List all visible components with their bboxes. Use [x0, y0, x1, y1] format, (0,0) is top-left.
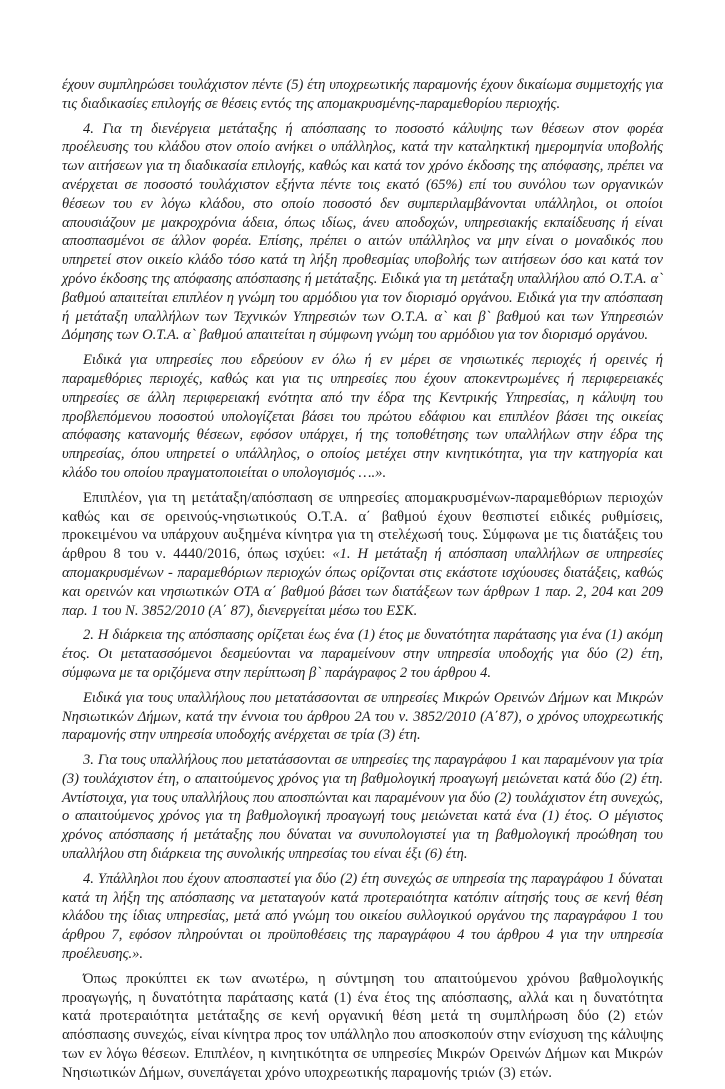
text-segment: «1. Η μετάταξη ή απόσπαση υπαλλήλων σε υπηρεσίες απομακρυσμένων - παραμεθόριων περιοχών όπως ορίζονται στις εκάστοτε ισχύουσες διατάξεις, καθώς και ορεινών και νησιωτικών ΟΤΑ α΄ βαθμού βάσει των διατάξεων των άρθρων 1 παρ. 2, 204 και 209 παρ. 1 του Ν. 3852/2010 (Α΄ 87), διενεργείται μέσω του ΕΣΚ. — [62, 546, 663, 619]
paragraph — [62, 689, 663, 745]
paragraph — [62, 120, 663, 346]
text-segment: έχουν συμπληρώσει τουλάχιστον πέντε (5) έτη υποχρεωτικής παραμονής έχουν δικαίωμα συμμετοχής για τις διαδικασίες επιλογής σε θέσεις εντός της απομακρυσμένης-παραμεθορίου περιοχής. — [62, 77, 663, 112]
paragraph — [62, 351, 663, 483]
paragraph — [62, 970, 663, 1083]
text-segment: Ειδικά για τους υπαλλήλους που μετατάσσονται σε υπηρεσίες Μικρών Ορεινών Δήμων και Μικρών Νησιωτικών Δήμων, κατά την έννοια του άρθρου 2Α του ν. 3852/2010 (Α΄87), ο χρόνος υποχρεωτικής παραμονής στην υπηρεσία υποδοχής ανέρχεται σε τρία (3) έτη. — [62, 689, 663, 744]
text-segment: Επιπλέον, για τη μετάταξη/απόσπαση σε υπηρεσίες απομακρυσμένων-παραμεθόριων περιοχών καθώς και σε ορεινούς-νησιωτικούς Ο.Τ.Α. α΄ βαθμού έχουν θεσπιστεί ειδικές ρυθμίσεις, προκειμένου να υπάρχουν αυξημένα κίνητρα για τη στελέχωσή τους. Σύμφωνα με τις διατάξεις του άρθρου 8 του ν. 4440/2016, όπως ισχύει: — [62, 489, 663, 563]
text-segment: 3. Για τους υπαλλήλους που μετατάσσονται σε υπηρεσίες της παραγράφου 1 και παραμένουν για τρία (3) τουλάχιστον έτη, ο απαιτούμενος χρόνος για τη βαθμολογική προαγωγή μειώνεται κατά δύο (2) έτη. Αντίστοιχα, για τους υπαλλήλους που αποσπώνται και παραμένουν για δύο (2) τουλάχιστον έτη συνεχώς, ο απαιτούμενος χρόνος για τη βαθμολογική προαγωγή τους μειώνεται κατά ένα (1) έτος. Ο μέγιστος χρόνος απόσπασης ή μετάταξης που δύναται να συνυπολογιστεί για τη βαθμολογική προώθηση του υπαλλήλου στη διάρκεια της συνολικής υπηρεσίας του είναι έξι (6) έτη. — [62, 752, 663, 863]
paragraph — [62, 751, 663, 864]
paragraph — [62, 870, 663, 964]
text-segment: 2. Η διάρκεια της απόσπασης ορίζεται έως ένα (1) έτος με δυνατότητα παράτασης για ένα (1) ακόμη έτος. Οι μετατασσόμενοι δεσμεύονται να παραμείνουν στην υπηρεσία υποδοχής για δύο (2) έτη, σύμφωνα με τα οριζόμενα στην περίπτωση β` παράγραφος 2 του άρθρου 4. — [62, 627, 663, 681]
text-segment: Ειδικά για υπηρεσίες που εδρεύουν εν όλω ή εν μέρει σε νησιωτικές περιοχές ή ορεινές ή παραμεθόριες περιοχές, καθώς και για τις υπηρεσίες που έχουν αποκεντρωμένες ή περιφερειακές υπηρεσίες σε άλλη περιφερειακή ενότητα από την έδρα της Κεντρικής Υπηρεσίας, η κάλυψη του προβλεπόμενου ποσοστού υπολογίζεται βάσει του πρώτου εδάφιου και επιπλέον βάσει της οικείας απόφασης κατανομής θέσεων, εφόσον υπάρχει, ή της τοποθέτησης των υπαλλήλων στην έδρα της υπηρεσίας, όπου υπηρετεί ο υπάλληλος, ο οποίος μετέχει στην κινητικότητα, για την κατηγορία και κλάδο του οποίου πραγματοποιείται ο υπολογισμός ….». — [62, 352, 663, 481]
text-segment: Όπως προκύπτει εκ των ανωτέρω, η σύντμηση του απαιτούμενου χρόνου βαθμολογικής προαγωγής, η δυνατότητα παράτασης κατά (1) ένα έτος της απόσπασης, αλλά και η δυνατότητα κατά προτεραιότητα μετάταξης σε κενή οργανική θέση μετά τη συμπλήρωση δύο (2) ετών απόσπασης συνεχώς, είναι κίνητρα προς τον υπάλληλο που αποσκοπούν στην ενίσχυση της κάλυψης των εν λόγω θέσεων. Επιπλέον, η κινητικότητα σε υπηρεσίες Μικρών Ορεινών Δήμων και Μικρών Νησιωτικών Δήμων, συνεπάγεται χρόνο υποχρεωτικής παραμονής τριών (3) ετών. — [62, 970, 663, 1081]
text-segment: 4. Υπάλληλοι που έχουν αποσπαστεί για δύο (2) έτη συνεχώς σε υπηρεσία της παραγράφου 1 δύναται κατά τη λήξη της απόσπασης να μεταταγούν κατά προτεραιότητα κατόπιν αίτησής τους σε κενή θέση κλάδου της ίδιας υπηρεσίας, μετά από γνώμη του οικείου συλλογικού οργάνου της παραγράφου 1 του άρθρου 7, εφόσον πληρούνται οι προϋποθέσεις της παραγράφου 4 του άρθρου 4 για την υπηρεσία προέλευσης.». — [62, 870, 663, 963]
paragraph — [62, 626, 663, 682]
paragraph — [62, 76, 663, 114]
paragraph — [62, 489, 663, 621]
document-body — [62, 76, 663, 1089]
text-segment: 4. Για τη διενέργεια μετάταξης ή απόσπασης το ποσοστό κάλυψης των θέσεων στον φορέα προέλευσης του κλάδου στον οποίο ανήκει ο υπάλληλος, κατά την καταληκτική ημερομηνία υποβολής των αιτήσεων για τη διαδικασία επιλογής, καθώς και κατά τον χρόνο έκδοσης της απόφασης, πρέπει να ανέρχεται σε ποσοστό τουλάχιστον εξήντα πέντε τοις εκατό (65%) επί του συνόλου των οργανικών θέσεων του εν λόγω κλάδου, στο οποίο ποσοστό δεν συμπεριλαμβάνονται υπάλληλοι, οι οποίοι απουσιάζουν με μακροχρόνια άδεια, όπως ιδίως, άνευ αποδοχών, υπηρεσιακής εκπαίδευσης ή είναι αποσπασμένοι σε άλλον φορέα. Επίσης, πρέπει ο αιτών υπάλληλος να μην είναι ο μοναδικός που υπηρετεί στον οικείο κλάδο τόσο κατά τη λήξη προθεσμίας υποβολής των αιτήσεων όσο και κατά τον χρόνο έκδοσης της απόφασης απόσπασης ή μετάταξης. Ειδικά για τη μετάταξη υπαλλήλου από Ο.Τ.Α. α` βαθμού απαιτείται επιπλέον η γνώμη του αρμόδιου για τον διορισμό οργάνου. Ειδικά για την απόσπαση ή μετάταξη υπαλλήλων των Τεχνικών Υπηρεσιών των Ο.Τ.Α. α` και β` βαθμού και των Υπηρεσιών Δόμησης των Ο.Τ.Α. α` βαθμού απαιτείται η σύμφωνη γνώμη του αρμόδιου για τον διορισμό οργάνου. — [62, 120, 663, 344]
